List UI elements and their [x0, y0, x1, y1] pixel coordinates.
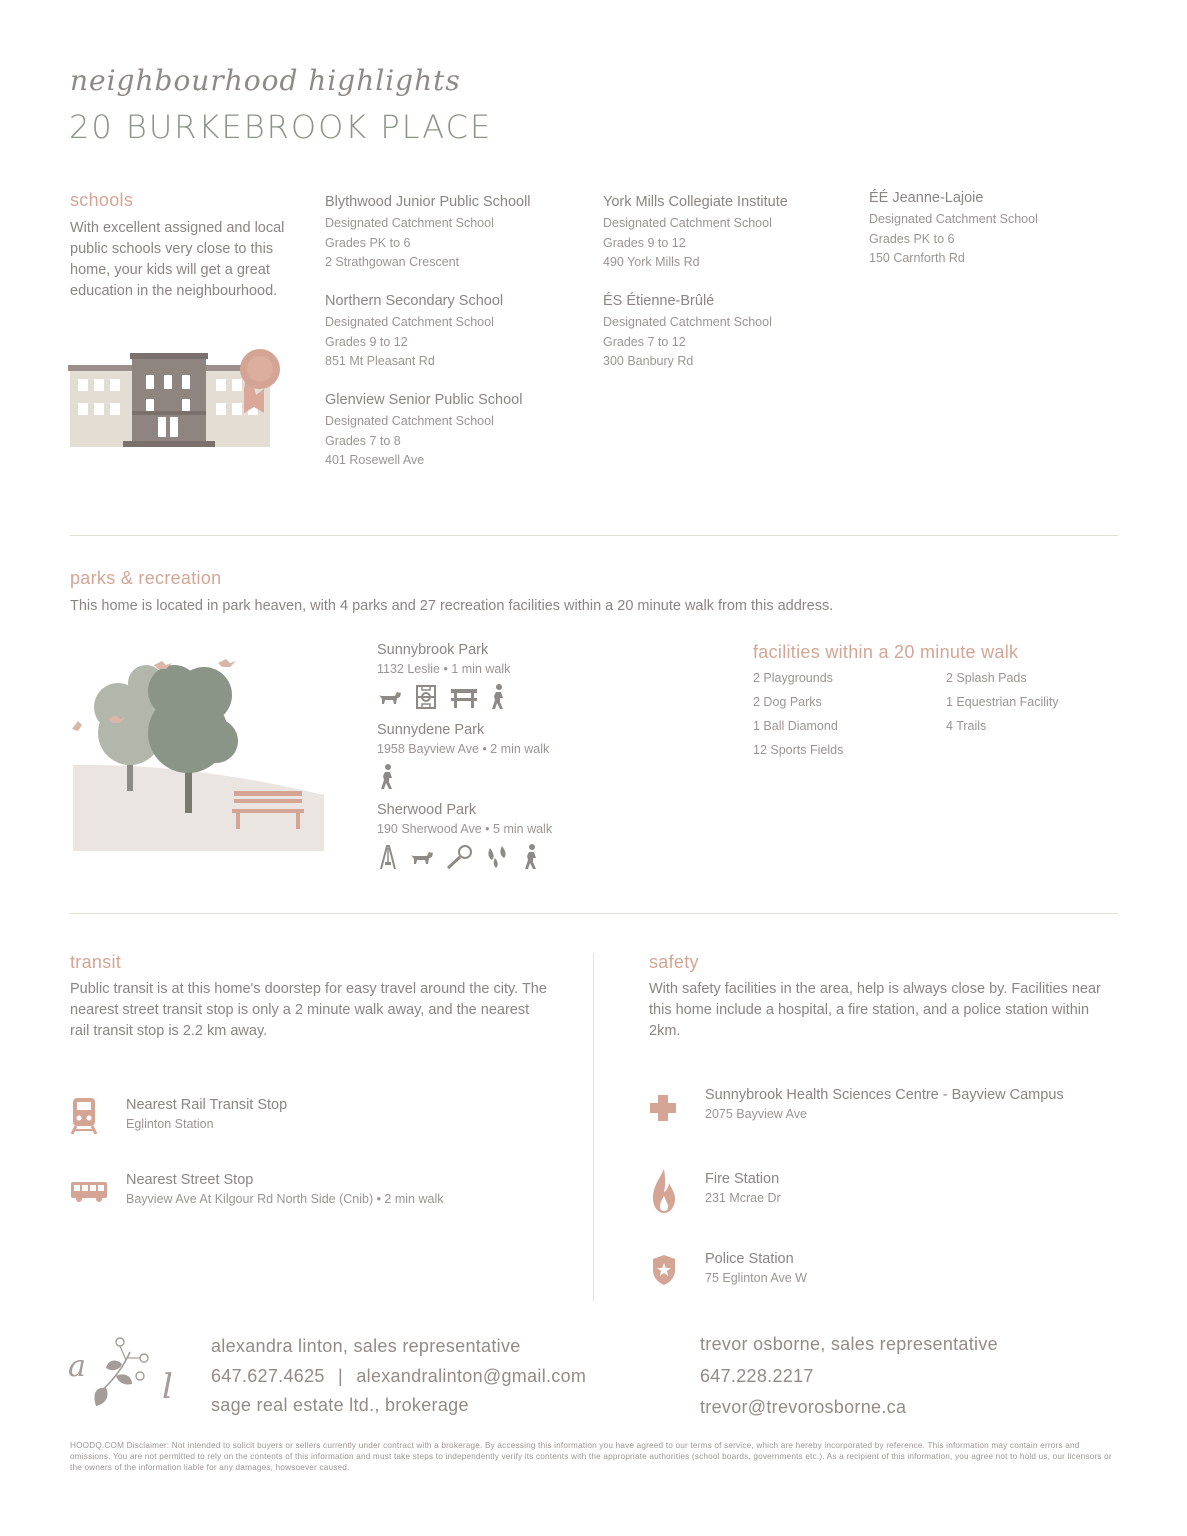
facilities-list — [946, 666, 1136, 738]
police-station — [705, 1251, 807, 1285]
police-shield-icon — [652, 1254, 676, 1286]
school-grades: Grades PK to 6 — [869, 231, 955, 246]
school-address: 150 Carnforth Rd — [869, 251, 965, 265]
trail-walker-icon — [521, 844, 541, 870]
hospital-address: 2075 Bayview Ave — [705, 1107, 807, 1121]
hospital — [705, 1087, 1064, 1121]
svg-text:l: l — [162, 1367, 173, 1407]
agent1-phone[interactable]: 647.627.4625 — [211, 1366, 325, 1386]
school-name: Northern Secondary School — [325, 293, 504, 309]
dog-icon — [377, 684, 403, 710]
section-divider — [70, 535, 1118, 536]
school-grades: Grades 7 to 12 — [603, 334, 686, 349]
park-detail: 1132 Leslie • 1 min walk — [377, 662, 511, 676]
rail-stop-title: Nearest Rail Transit Stop — [126, 1097, 288, 1113]
script-title: neighbourhood highlights — [70, 64, 461, 97]
trail-walker-icon — [377, 764, 397, 790]
list-item — [377, 722, 717, 796]
train-icon — [70, 1096, 98, 1136]
rail-stop-name: Eglinton Station — [126, 1117, 214, 1131]
park-list — [377, 642, 717, 876]
street-stop — [126, 1172, 443, 1206]
fire-station-title: Fire Station — [705, 1171, 780, 1187]
police-station-address: 75 Eglinton Ave W — [705, 1271, 807, 1285]
school-name: Blythwood Junior Public Schooll — [325, 194, 531, 210]
school-card — [603, 293, 853, 372]
park-detail: 1958 Bayview Ave • 2 min walk — [377, 742, 550, 756]
school-type: Designated Catchment School — [325, 414, 494, 428]
parks-heading: parks & recreation — [70, 568, 222, 588]
list-item: 1 Ball Diamond — [753, 719, 838, 733]
fire-station — [705, 1171, 781, 1205]
splash-pad-icon — [484, 844, 510, 870]
trail-walker-icon — [488, 684, 508, 710]
ball-diamond-icon — [446, 844, 474, 870]
list-item: 2 Splash Pads — [946, 671, 1027, 685]
transit-heading: transit — [70, 952, 122, 972]
fire-station-address: 231 Mcrae Dr — [705, 1191, 781, 1205]
school-card — [603, 194, 853, 273]
safety-heading: safety — [649, 952, 699, 972]
brokerage-name: sage real estate ltd., brokerage — [211, 1395, 469, 1415]
agent2-phone[interactable]: 647.228.2217 — [700, 1366, 814, 1386]
list-item: 2 Playgrounds — [753, 671, 833, 685]
schools-heading: schools — [70, 190, 134, 210]
school-grades: Grades 9 to 12 — [325, 334, 408, 349]
page-title: 20 BURKEBROOK PLACE — [69, 108, 493, 146]
facilities-heading: facilities within a 20 minute walk — [753, 642, 1019, 662]
safety-intro: With safety facilities in the area, help is always close by. Facilities near this home include a hospital, a fire station, and a police station within 2km. — [649, 981, 1101, 1039]
schools-intro: With excellent assigned and local public schools very close to this home, your kids will get a great education in the neighbourhood. — [70, 220, 285, 299]
contact-separator: | — [338, 1366, 344, 1386]
park-name: Sherwood Park — [377, 802, 477, 818]
list-item — [377, 642, 717, 716]
school-type: Designated Catchment School — [603, 216, 772, 230]
disclaimer: HOODQ.COM Disclaimer: Not intended to solicit buyers or sellers currently under contract with a brokerage. By accessing this information you have agreed to our terms of service, which are hereby incorporated by reference. This information may contain errors and omissions. You are not permitted to rely on the contents of this information and must take steps to independently verify its contents with the appropriate authorities (school boards, governments etc.). As a recipient of this information, you agree not to hold us, our licensors or the owners of the information liable for any damages, howsoever caused. — [70, 1441, 1112, 1472]
section-divider — [70, 913, 1118, 914]
park-name: Sunnybrook Park — [377, 642, 489, 658]
school-grades: Grades 7 to 8 — [325, 433, 401, 448]
school-type: Designated Catchment School — [603, 315, 772, 329]
list-item: 2 Dog Parks — [753, 695, 822, 709]
agent1-email[interactable]: alexandralinton@gmail.com — [356, 1366, 587, 1386]
school-address: 300 Banbury Rd — [603, 354, 694, 368]
school-card — [325, 293, 575, 372]
hospital-title: Sunnybrook Health Sciences Centre - Bayview Campus — [705, 1087, 1064, 1103]
picnic-table-icon — [450, 684, 478, 710]
list-item: 12 Sports Fields — [753, 743, 844, 757]
park-illustration — [70, 655, 328, 853]
parks-intro: This home is located in park heaven, with 4 parks and 27 recreation facilities within a 20 minute walk from this address. — [70, 598, 834, 614]
svg-text:a: a — [68, 1349, 86, 1384]
facilities-list — [753, 666, 943, 762]
bus-icon — [70, 1180, 108, 1204]
school-address: 490 York Mills Rd — [603, 255, 700, 269]
school-name: ÉÉ Jeanne-Lajoie — [869, 190, 984, 206]
street-stop-name: Bayview Ave At Kilgour Rd North Side (Cnib) • 2 min walk — [126, 1192, 444, 1206]
agent2-email[interactable]: trevor@trevorosborne.ca — [700, 1397, 907, 1417]
agent1-name: alexandra linton, sales representative — [211, 1336, 521, 1356]
transit-intro: Public transit is at this home's doorstep for easy travel around the city. The nearest street transit stop is only a 2 minute walk away, and the nearest rail transit stop is 2.2 km away. — [70, 981, 547, 1039]
street-stop-title: Nearest Street Stop — [126, 1172, 254, 1188]
school-building-illustration — [68, 345, 286, 455]
agent2-name: trevor osborne, sales representative — [700, 1334, 998, 1354]
school-name: York Mills Collegiate Institute — [603, 194, 788, 210]
school-card — [325, 392, 575, 471]
school-name: ÉS Étienne-Brûlé — [603, 293, 715, 309]
sports-field-icon — [413, 684, 439, 710]
list-item: 4 Trails — [946, 719, 987, 733]
dog-icon — [409, 844, 435, 870]
school-card — [869, 190, 1119, 269]
agent1-contact — [211, 1366, 586, 1387]
school-address: 2 Strathgowan Crescent — [325, 255, 460, 269]
rail-stop — [126, 1097, 287, 1131]
school-address: 401 Rosewell Ave — [325, 453, 425, 467]
school-card — [325, 194, 575, 273]
agent-monogram-logo — [66, 1332, 190, 1414]
school-type: Designated Catchment School — [325, 216, 494, 230]
playground-icon — [377, 844, 399, 870]
school-address: 851 Mt Pleasant Rd — [325, 354, 435, 368]
column-divider — [593, 953, 594, 1301]
school-type: Designated Catchment School — [325, 315, 494, 329]
list-item: 1 Equestrian Facility — [946, 695, 1059, 709]
park-name: Sunnydene Park — [377, 722, 485, 738]
school-type: Designated Catchment School — [869, 212, 1038, 226]
list-item — [377, 802, 717, 876]
school-name: Glenview Senior Public School — [325, 392, 523, 408]
police-station-title: Police Station — [705, 1251, 794, 1267]
school-grades: Grades PK to 6 — [325, 235, 411, 250]
hospital-cross-icon — [649, 1094, 677, 1122]
school-grades: Grades 9 to 12 — [603, 235, 686, 250]
fire-icon — [651, 1168, 677, 1214]
park-detail: 190 Sherwood Ave • 5 min walk — [377, 822, 553, 836]
